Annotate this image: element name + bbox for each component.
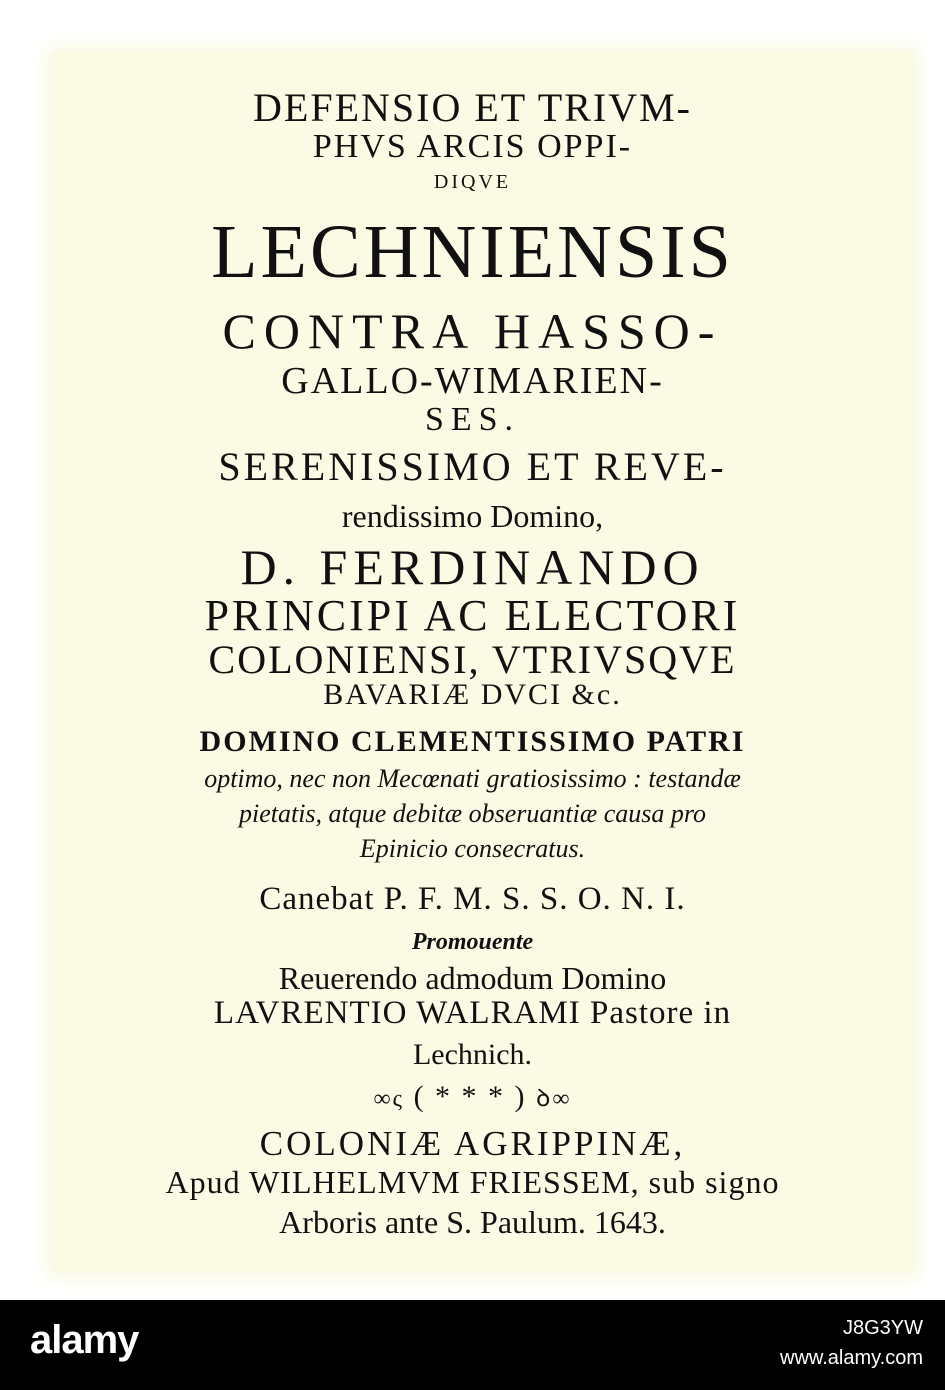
- dedication-italic-3: Epinicio consecratus.: [359, 834, 586, 863]
- dedicatee-name: D. FERDINANDO: [240, 539, 705, 595]
- dedicatee-title-2: COLONIENSI, VTRIVSQVE: [208, 637, 737, 682]
- title-line-5: CONTRA HASSO-: [222, 303, 723, 359]
- imprint-date: Arboris ante S. Paulum. 1643.: [279, 1204, 666, 1240]
- ornament-right: ꝺ∞: [536, 1086, 572, 1112]
- image-id: J8G3YW: [842, 1317, 923, 1339]
- site-url: www.alamy.com: [780, 1347, 923, 1369]
- promoter-line-1: Reuerendo admodum Domino: [278, 960, 667, 996]
- dedication-line-3: DOMINO CLEMENTISSIMO PATRI: [199, 725, 746, 758]
- dedicatee-title-3: BAVARIÆ DVCI &c.: [323, 678, 622, 711]
- title-line-3: DIQVE: [433, 171, 512, 193]
- dedication-italic-2: pietatis, atque debitæ obseruantiæ causa pro: [238, 799, 707, 828]
- author-line: Canebat P. F. M. S. S. O. N. I.: [259, 881, 686, 917]
- promoter-line-2: LAVRENTIO WALRAMI Pastore in: [213, 995, 732, 1031]
- promoter-line-3: Lechnich.: [412, 1038, 533, 1071]
- title-main-word: LECHNIENSIS: [211, 210, 734, 294]
- dedication-line-2: rendissimo Domino,: [341, 498, 604, 534]
- imprint-printer: Apud WILHELMVM FRIESSEM, sub signo: [165, 1164, 780, 1200]
- dedication-line-1: SERENISSIMO ET REVE-: [218, 444, 727, 489]
- title-line-7: SES.: [424, 401, 521, 438]
- alamy-logo: alamy: [30, 1318, 139, 1362]
- printer-ornament: [0, 1082, 945, 1112]
- title-line-6: GALLO-WIMARIEN-: [281, 360, 664, 402]
- promoter-label: Promouente: [411, 929, 534, 955]
- title-line-1: DEFENSIO ET TRIVM-: [253, 85, 692, 130]
- stock-footer-bar: [0, 1300, 945, 1390]
- dedication-italic-1: optimo, nec non Mecœnati gratiosissimo : testandæ: [204, 764, 741, 793]
- title-line-2: PHVS ARCIS OPPI-: [312, 128, 633, 165]
- dedicatee-title-1: PRINCIPI AC ELECTORI: [204, 591, 741, 640]
- imprint-place: COLONIÆ AGRIPPINÆ,: [259, 1124, 686, 1163]
- ornament-left: ∞ς: [373, 1086, 405, 1112]
- ornament-center: ( * * * ): [413, 1080, 527, 1113]
